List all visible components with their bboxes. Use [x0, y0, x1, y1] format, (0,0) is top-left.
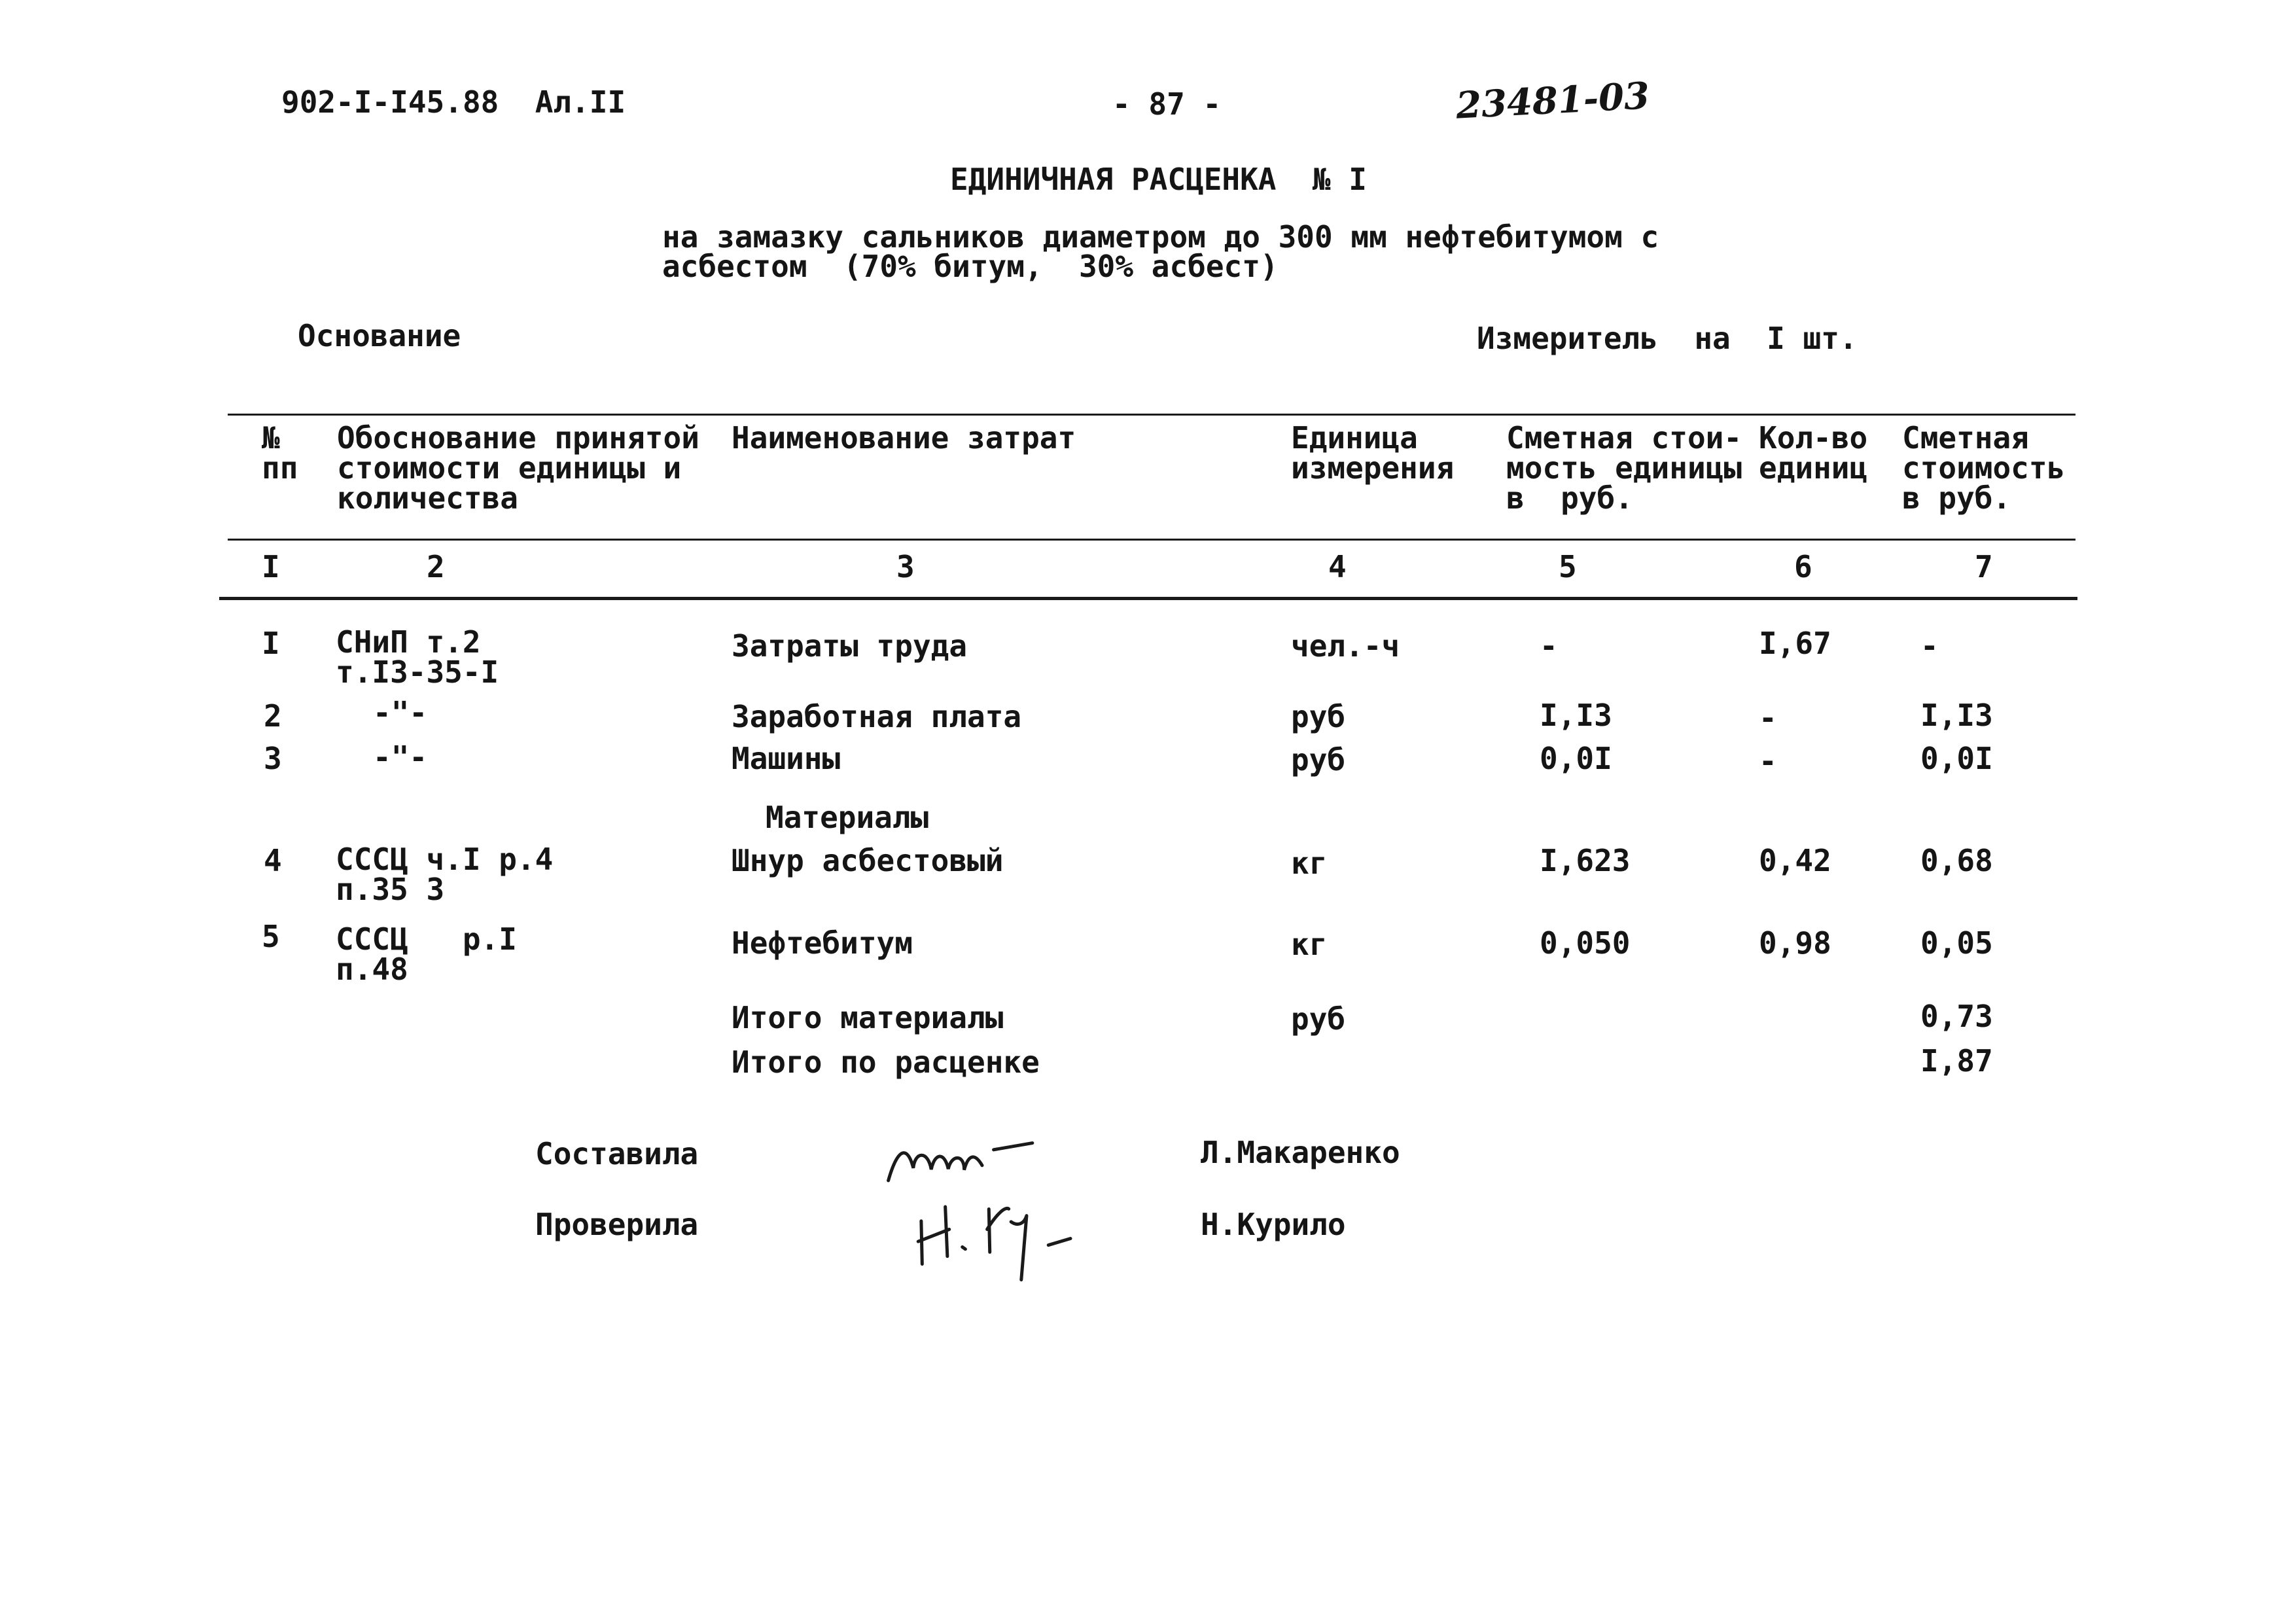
header-col-4: Единица измерения — [1291, 420, 1455, 486]
header-col-6: Кол-во единиц — [1759, 420, 1868, 486]
total-materials-unit: руб — [1291, 1001, 1346, 1037]
row-number: 5 — [262, 919, 280, 954]
row-number: I — [262, 626, 280, 661]
row-number: 2 — [264, 698, 282, 734]
total-materials-label: Итого материалы — [732, 1000, 1004, 1035]
row-unit-cost: I,623 — [1540, 843, 1631, 878]
row-unit: чел.-ч — [1291, 628, 1400, 664]
signature-scribble — [880, 1119, 1042, 1194]
row-cost-name: Затраты труда — [732, 628, 968, 664]
row-unit: кг — [1291, 846, 1328, 881]
document-code: 902-I-I45.88 Ал.II — [281, 84, 626, 120]
row-unit-cost: - — [1540, 628, 1558, 664]
row-unit-cost: 0,0I — [1540, 741, 1612, 776]
row-unit: руб — [1291, 699, 1346, 734]
row-basis: СНиП т.2 т.I3-35-I — [336, 624, 499, 690]
materials-section-label: Материалы — [766, 800, 929, 835]
title-subtitle-line1: на замазку сальников диаметром до 300 мм нефтебитумом с — [662, 219, 1659, 255]
row-basis: -"- — [373, 740, 428, 775]
row-number: 4 — [264, 843, 282, 878]
header-col-5: Сметная стои- мость единицы в руб. — [1506, 420, 1742, 516]
checked-by-label: Проверила — [535, 1207, 699, 1242]
row-quantity: - — [1759, 700, 1777, 736]
row-cost-name: Машины — [732, 741, 841, 776]
page-number: - 87 - — [1112, 86, 1222, 122]
row-unit-cost: 0,050 — [1540, 925, 1631, 961]
column-number: 5 — [1559, 549, 1577, 584]
total-materials-value: 0,73 — [1920, 999, 1993, 1034]
row-cost-name: Нефтебитум — [732, 925, 913, 961]
title-subtitle-line2: асбестом (70% битум, 30% асбест) — [662, 249, 1279, 284]
row-total: 0,0I — [1920, 741, 1993, 776]
row-total: - — [1920, 628, 1939, 664]
document-title: ЕДИНИЧНАЯ РАСЦЕНКА № I — [950, 162, 1367, 197]
compiled-by-label: Составила — [535, 1136, 699, 1171]
header-col-1: № пп — [262, 420, 298, 486]
column-number: 7 — [1975, 549, 1993, 584]
total-rate-value: I,87 — [1920, 1043, 1993, 1079]
row-unit-cost: I,I3 — [1540, 698, 1612, 733]
row-quantity: - — [1759, 743, 1777, 779]
row-quantity: 0,42 — [1759, 843, 1831, 878]
header-col-7: Сметная стоимость в руб. — [1902, 420, 2066, 516]
row-unit: руб — [1291, 742, 1346, 777]
row-basis: -"- — [373, 695, 428, 730]
column-number: I — [262, 549, 280, 584]
row-basis: СССЦ р.I п.48 — [336, 921, 517, 987]
table-top-rule — [228, 414, 2075, 416]
column-number: 4 — [1328, 549, 1347, 584]
row-number: 3 — [264, 741, 282, 776]
header-col-2: Обоснование принятой стоимости единицы и количества — [337, 420, 699, 516]
checked-by-name: Н.Курило — [1201, 1207, 1346, 1242]
table-column-number-rule — [219, 597, 2077, 600]
row-quantity: I,67 — [1759, 626, 1831, 661]
row-quantity: 0,98 — [1759, 925, 1831, 961]
row-total: 0,68 — [1920, 843, 1993, 878]
table-header-rule — [228, 539, 2075, 541]
header-col-3: Наименование затрат — [732, 420, 1076, 455]
total-rate-label: Итого по расценке — [732, 1044, 1040, 1080]
row-cost-name: Шнур асбестовый — [732, 843, 1004, 878]
column-number: 3 — [896, 549, 915, 584]
handwritten-archive-number: 23481-03 — [1455, 74, 1651, 128]
basis-label: Основание — [298, 318, 461, 353]
row-cost-name: Заработная плата — [732, 699, 1022, 734]
row-unit: кг — [1291, 927, 1328, 962]
column-number: 2 — [427, 549, 445, 584]
row-basis: СССЦ ч.I р.4 п.35 3 — [336, 842, 554, 907]
column-number: 6 — [1794, 549, 1812, 584]
row-total: 0,05 — [1920, 925, 1993, 961]
row-total: I,I3 — [1920, 698, 1993, 733]
measure-label: Измеритель на I шт. — [1477, 321, 1858, 356]
compiled-by-name: Л.Макаренко — [1201, 1135, 1400, 1170]
